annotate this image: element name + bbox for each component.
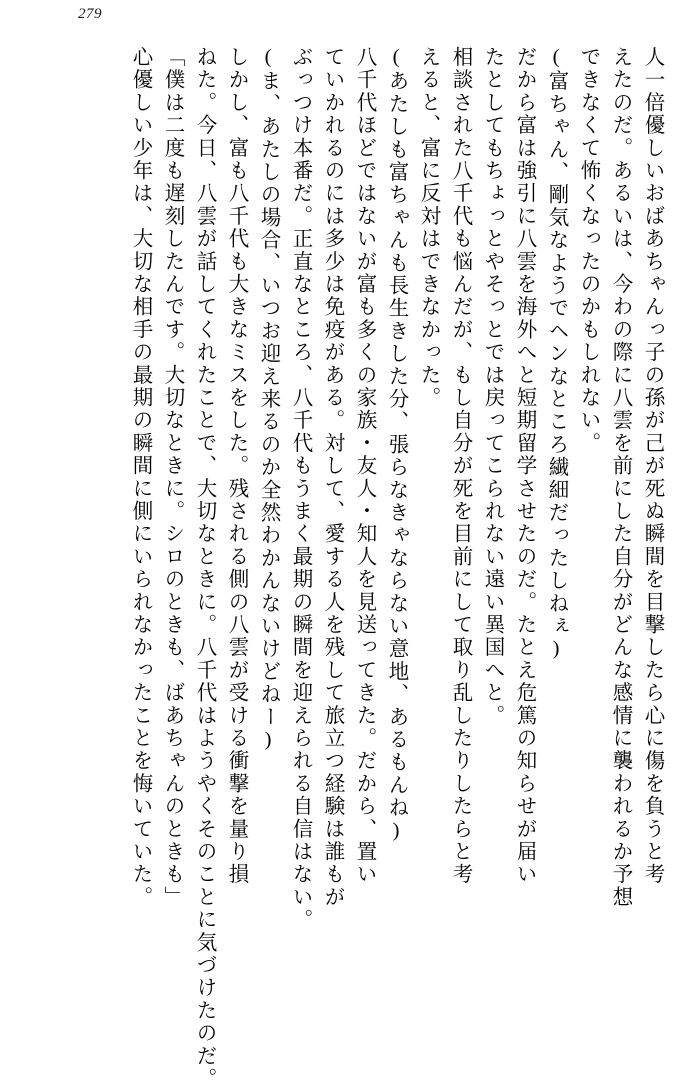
text-line: しかし、富も八千代も大きなミスをした。残される側の八雲が受ける衝撃を量り損 <box>225 46 247 886</box>
text-line: (あたしも富ちゃんも長生きした分、張らなきゃならない意地、あるもんね) <box>385 46 407 844</box>
text-line: ていかれるのには多少は免疫がある。対して、愛する人を残して旅立つ経験は誰もが <box>321 46 343 909</box>
text-line: 心優しい少年は、大切な相手の最期の瞬間に側にいられなかったことを悔いていた。 <box>129 46 151 909</box>
text-line: 「僕は二度も遅刻したんです。大切なときに。シロのときも、ばあちゃんのときも」 <box>161 46 183 909</box>
text-line: 八千代ほどではないが富も多くの家族・友人・知人を見送ってきた。だから、置い <box>353 46 375 886</box>
text-line: できなくて怖くなったのかもしれない。 <box>577 46 599 455</box>
text-line: (富ちゃん、剛気なようでヘンなところ繊細だったしねぇ) <box>545 46 567 662</box>
text-line: えると、富に反対はできなかった。 <box>417 46 439 410</box>
vertical-text-body <box>28 46 663 1090</box>
text-line: えたのだ。あるいは、今わの際に八雲を前にした自分がどんな感情に襲われるか予想 <box>609 46 631 909</box>
text-line: 人一倍優しいおばあちゃんっ子の孫が己が死ぬ瞬間を目撃したら心に傷を負うと考 <box>641 46 663 886</box>
text-line: (ま、あたしの場合、いつお迎え来るのか全然わかんないけどねー) <box>257 46 279 753</box>
text-line: たとしてもちょっとやそっとでは戻ってこられない遠い異国へと。 <box>481 46 503 727</box>
text-line: 相談された八千代も悩んだが、もし自分が死を目前にして取り乱したりしたらと考 <box>449 46 471 886</box>
text-line: ねた。今日、八雲が話してくれたことで、大切なときに。八千代はようやくそのことに気づけたのだ。 <box>193 46 215 1090</box>
text-line: だから富は強引に八雲を海外へと短期留学させたのだ。たとえ危篤の知らせが届い <box>513 46 535 886</box>
page-number: 279 <box>78 6 102 22</box>
text-line: ぶっつけ本番だ。正直なところ、八千代もうまく最期の瞬間を迎えられる自信はない。 <box>289 46 311 932</box>
